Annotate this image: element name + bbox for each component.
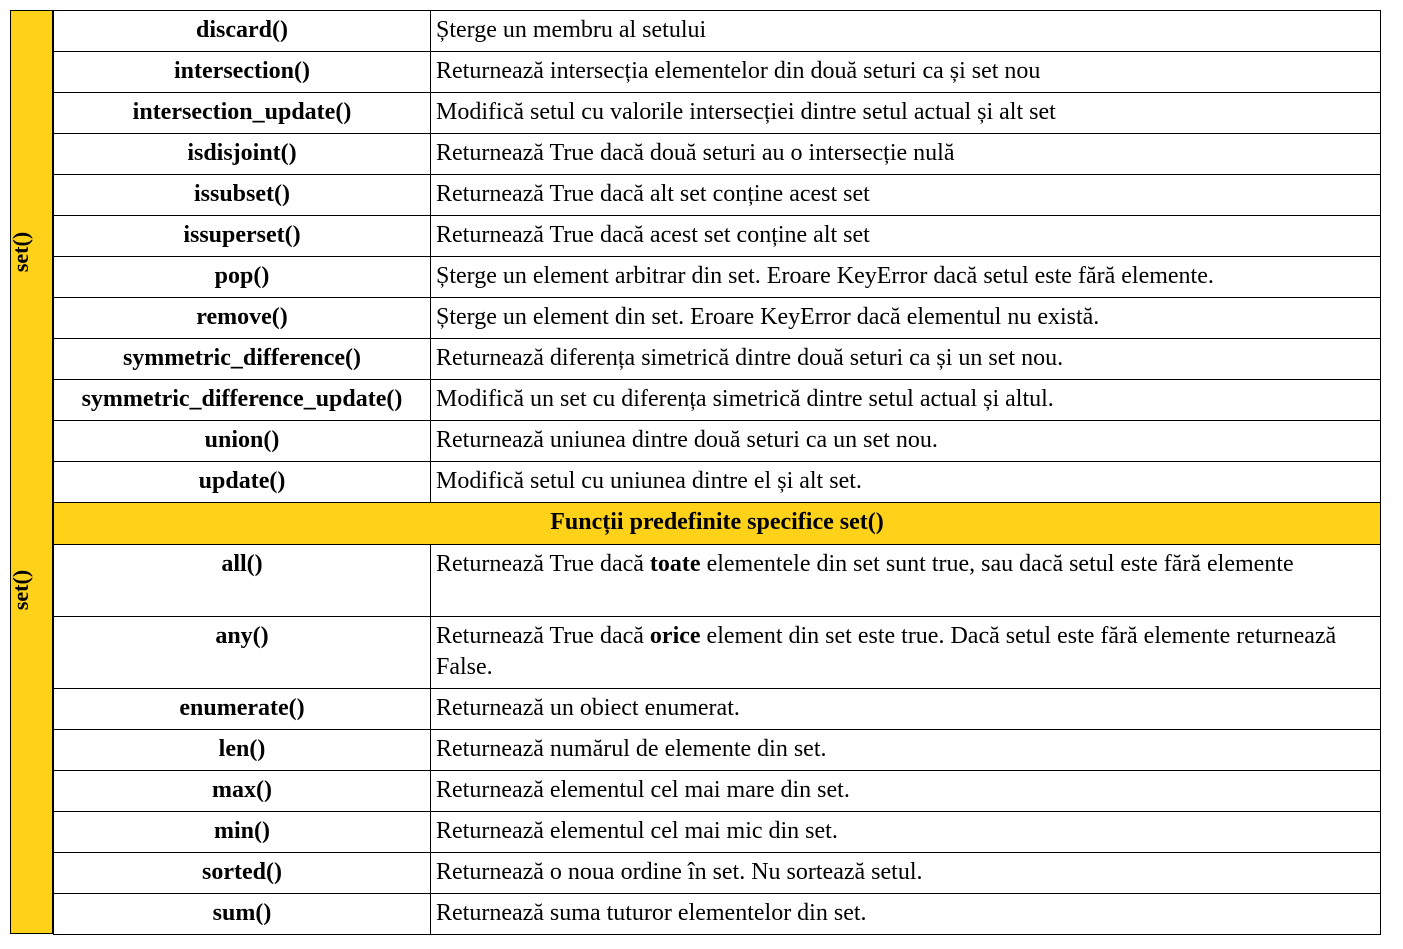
table-row bbox=[54, 462, 1381, 503]
table-row bbox=[54, 771, 1381, 812]
table-row bbox=[54, 175, 1381, 216]
method-description: Șterge un membru al setului bbox=[431, 11, 1381, 52]
method-description: Returnează True dacă acest set conține alt set bbox=[431, 216, 1381, 257]
method-name: discard() bbox=[54, 11, 431, 52]
method-name: pop() bbox=[54, 257, 431, 298]
builtin-description: Returnează un obiect enumerat. bbox=[431, 689, 1381, 730]
method-description: Returnează True dacă două seturi au o intersecție nulă bbox=[431, 134, 1381, 175]
builtin-name: len() bbox=[54, 730, 431, 771]
emphasis-text: toate bbox=[649, 551, 701, 577]
method-description: Modifică setul cu valorile intersecției dintre setul actual și alt set bbox=[431, 93, 1381, 134]
builtin-description: Returnează True dacă toate elementele din set sunt true, sau dacă setul este fără elemente bbox=[431, 545, 1381, 617]
table-row bbox=[54, 545, 1381, 617]
set-methods-table bbox=[53, 10, 1381, 935]
method-description: Șterge un element arbitrar din set. Eroare KeyError dacă setul este fără elemente. bbox=[431, 257, 1381, 298]
builtin-description: Returnează o noua ordine în set. Nu sortează setul. bbox=[431, 853, 1381, 894]
method-description: Returnează diferența simetrică dintre două seturi ca și un set nou. bbox=[431, 339, 1381, 380]
table-row bbox=[54, 617, 1381, 689]
table-row bbox=[54, 11, 1381, 52]
sidebar-band bbox=[10, 10, 53, 934]
builtin-description: Returnează True dacă orice element din set este true. Dacă setul este fără elemente returnează False. bbox=[431, 617, 1381, 689]
builtin-name: sum() bbox=[54, 894, 431, 935]
method-name: remove() bbox=[54, 298, 431, 339]
builtin-description: Returnează suma tuturor elementelor din set. bbox=[431, 894, 1381, 935]
builtin-name: sorted() bbox=[54, 853, 431, 894]
table-row bbox=[54, 380, 1381, 421]
method-description: Returnează uniunea dintre două seturi ca un set nou. bbox=[431, 421, 1381, 462]
method-description: Șterge un element din set. Eroare KeyError dacă elementul nu există. bbox=[431, 298, 1381, 339]
builtin-name: any() bbox=[54, 617, 431, 689]
table-row bbox=[54, 894, 1381, 935]
builtin-name: enumerate() bbox=[54, 689, 431, 730]
table-row bbox=[54, 339, 1381, 380]
builtin-name: all() bbox=[54, 545, 431, 617]
method-name: intersection() bbox=[54, 52, 431, 93]
method-name: symmetric_difference_update() bbox=[54, 380, 431, 421]
table-row bbox=[54, 689, 1381, 730]
method-description: Modifică setul cu uniunea dintre el și alt set. bbox=[431, 462, 1381, 503]
method-description: Modifică un set cu diferența simetrică dintre setul actual și altul. bbox=[431, 380, 1381, 421]
builtin-name: max() bbox=[54, 771, 431, 812]
method-name: issuperset() bbox=[54, 216, 431, 257]
section-header-row bbox=[54, 503, 1381, 545]
builtin-description: Returnează numărul de elemente din set. bbox=[431, 730, 1381, 771]
method-name: update() bbox=[54, 462, 431, 503]
table-row bbox=[54, 134, 1381, 175]
table-row bbox=[54, 216, 1381, 257]
method-name: union() bbox=[54, 421, 431, 462]
method-name: symmetric_difference() bbox=[54, 339, 431, 380]
method-description: Returnează True dacă alt set conține acest set bbox=[431, 175, 1381, 216]
builtin-description: Returnează elementul cel mai mic din set. bbox=[431, 812, 1381, 853]
builtin-description: Returnează elementul cel mai mare din set. bbox=[431, 771, 1381, 812]
section-title: Funcții predefinite specifice set() bbox=[54, 503, 1381, 545]
table-row bbox=[54, 93, 1381, 134]
emphasis-text: orice bbox=[649, 623, 701, 649]
builtin-name: min() bbox=[54, 812, 431, 853]
method-name: intersection_update() bbox=[54, 93, 431, 134]
method-name: issubset() bbox=[54, 175, 431, 216]
table-row bbox=[54, 421, 1381, 462]
method-name: isdisjoint() bbox=[54, 134, 431, 175]
table-row bbox=[54, 298, 1381, 339]
method-description: Returnează intersecția elementelor din două seturi ca și set nou bbox=[431, 52, 1381, 93]
table-row bbox=[54, 730, 1381, 771]
table-row bbox=[54, 52, 1381, 93]
table-row bbox=[54, 812, 1381, 853]
table-row bbox=[54, 853, 1381, 894]
table-row bbox=[54, 257, 1381, 298]
